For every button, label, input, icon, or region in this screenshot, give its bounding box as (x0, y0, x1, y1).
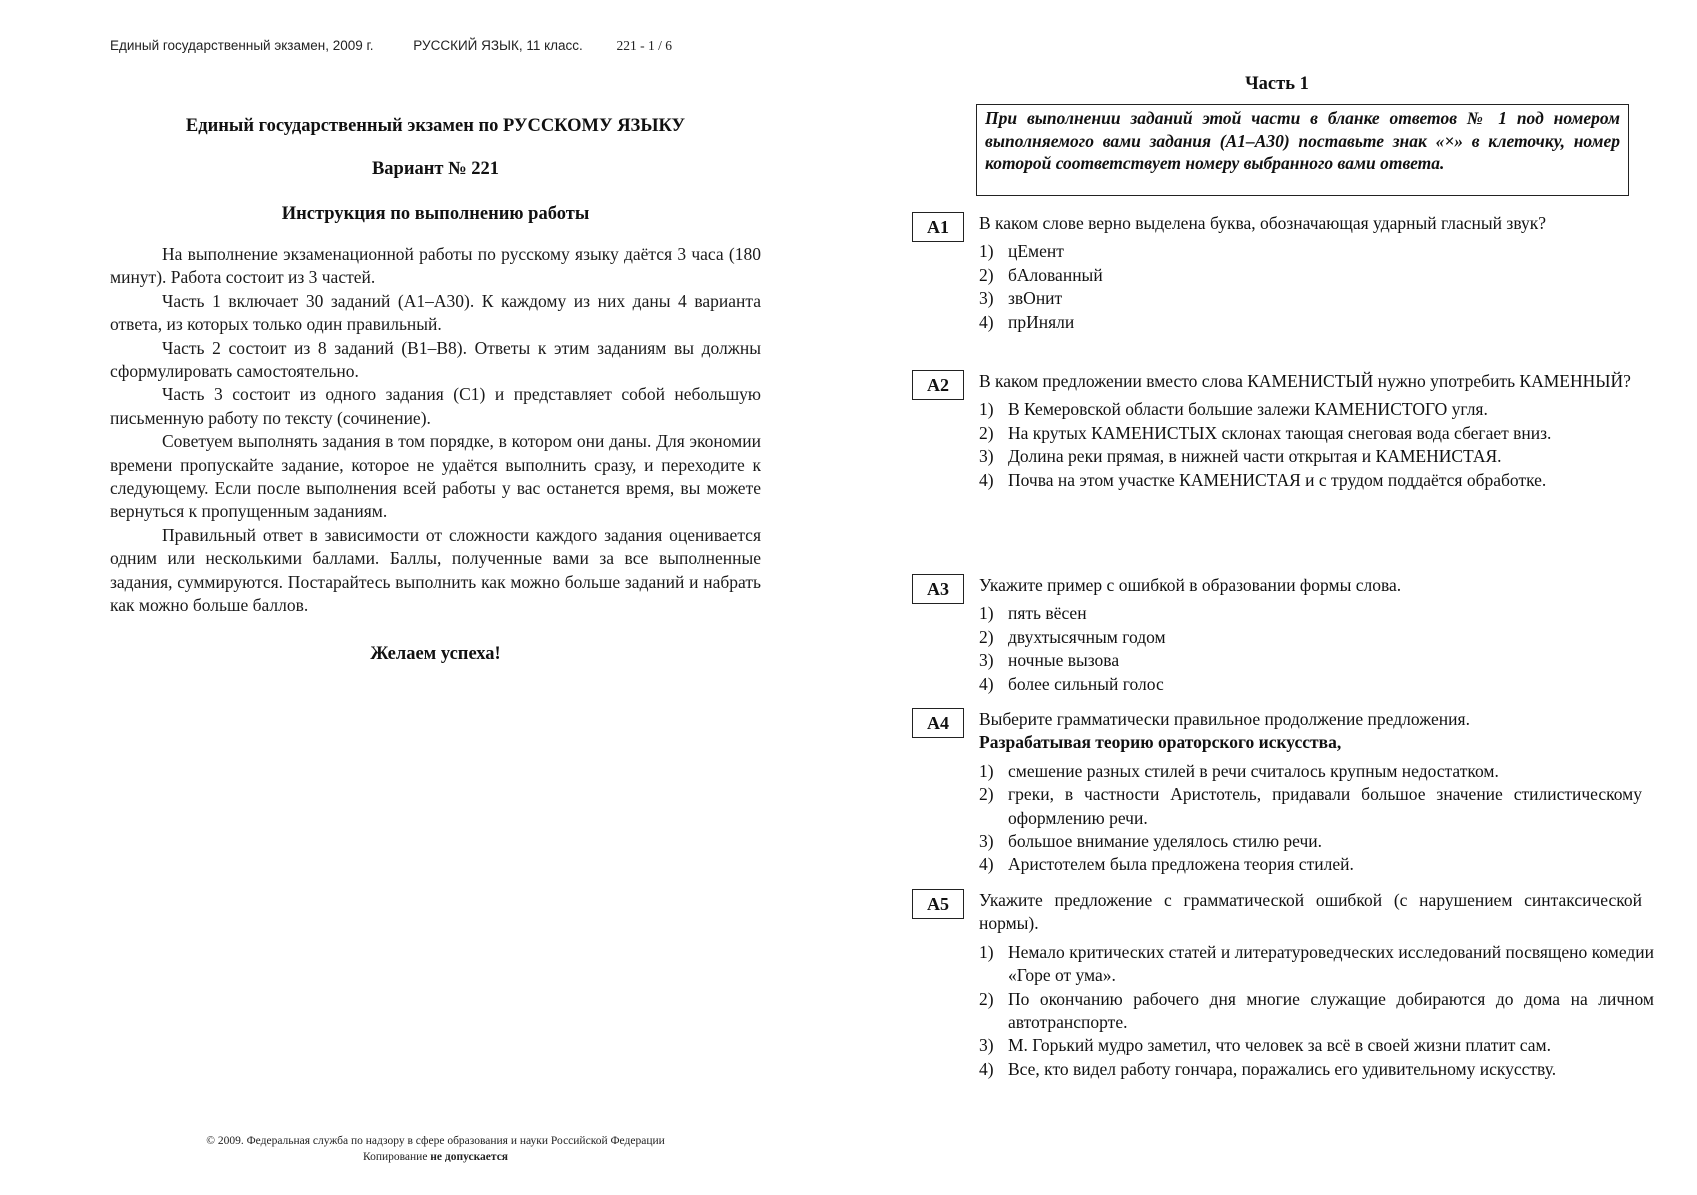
answer-option: 2) греки, в частности Аристотель, придавали большое значение стилистическому оформлению речи. (979, 784, 1642, 828)
instructions-paragraph: Часть 2 состоит из 8 заданий (В1–В8). Ответы к этим заданиям вы должны сформулировать самостоятельно. (110, 337, 761, 382)
answer-option: 2) По окончанию рабочего дня многие служащие добираются до дома на личном автотранспорте. (979, 988, 1654, 1033)
copyright-line: © 2009. Федеральная служба по надзору в сфере образования и науки Российской Федерации (206, 1135, 665, 1147)
task-a5 (912, 889, 1654, 1081)
copyright-footer (110, 1133, 761, 1165)
instructions-text (110, 243, 761, 618)
exam-title: Единый государственный экзамен, 2009 г. (110, 38, 374, 53)
good-luck-wish: Желаем успеха! (370, 643, 501, 664)
part-title: Часть 1 (1245, 74, 1309, 94)
task-number-box: А4 (912, 708, 964, 738)
task-a4 (912, 708, 1642, 877)
task-body (979, 370, 1642, 492)
part-instruction-box: При выполнении заданий этой части в бланке ответов № 1 под номером выполняемого вами задания (А1–А30) поставьте знак «×» в клеточку, номер которой соответствует номеру выбранного вами ответа. (976, 104, 1629, 196)
answer-options (979, 240, 1642, 334)
task-number-box: А1 (912, 212, 964, 242)
variant-title: Вариант № 221 (371, 159, 500, 179)
instructions-paragraph: Правильный ответ в зависимости от сложности каждого задания оценивается одним или несколькими баллами. Баллы, полученные вами за все выполненные задания, суммируются. Постарайтесь выполнить как можно больше заданий и набрать как можно больше баллов. (110, 524, 761, 616)
answer-option: 2) На крутых КАМЕНИСТЫХ склонах тающая снеговая вода сбегает вниз. (979, 422, 1552, 443)
answer-options (979, 602, 1642, 696)
task-body (979, 212, 1642, 334)
answer-option-text: Все, кто видел работу гончара, поражались его удивительному искусству. (1008, 1058, 1557, 1079)
answer-option: 4) Аристотелем была предложена теория стилей. (979, 854, 1354, 875)
answer-option-text: греки, в частности Аристотель, придавали большое значение стилистическому оформлению речи. (1008, 784, 1642, 828)
task-a1 (912, 212, 1642, 334)
answer-option: 3) большое внимание уделялось стилю речи. (979, 831, 1323, 852)
answer-option-text: ночные вызова (1008, 650, 1120, 671)
task-a2 (912, 370, 1642, 492)
answer-options (979, 760, 1642, 877)
answer-option-text: большое внимание уделялось стилю речи. (1008, 831, 1323, 852)
answer-option-text: На крутых КАМЕНИСТЫХ склонах тающая снеговая вода сбегает вниз. (1008, 422, 1552, 443)
task-body (979, 889, 1654, 1081)
task-number-box: А2 (912, 370, 964, 400)
answer-options (979, 941, 1654, 1081)
answer-option: 1) цЕмент (979, 241, 1064, 262)
instructions-title: Инструкция по выполнению работы (281, 204, 590, 224)
instructions-paragraph: На выполнение экзаменационной работы по русскому языку даётся 3 часа (180 минут). Работа состоит из 3 частей. (110, 244, 761, 288)
answer-option-text: более сильный голос (1008, 673, 1164, 694)
answer-option-text: В Кемеровской области большие залежи КАМЕНИСТОГО угля. (1008, 399, 1488, 420)
instructions-paragraph: Часть 3 состоит из одного задания (С1) и представляет собой небольшую письменную работу по тексту (сочинение). (110, 384, 761, 428)
document-title: Единый государственный экзамен по РУССКОМУ ЯЗЫКУ (185, 116, 686, 136)
answer-option-text: двухтысячным годом (1008, 626, 1166, 647)
answer-option: 4) Все, кто видел работу гончара, поражались его удивительному искусству. (979, 1058, 1557, 1079)
answer-option: 1) В Кемеровской области большие залежи КАМЕНИСТОГО угля. (979, 399, 1488, 420)
sentence-beginning: Разрабатывая теорию ораторского искусства, (979, 732, 1342, 753)
page-number: 221 - 1 / 6 (616, 38, 673, 53)
task-question: В каком предложении вместо слова КАМЕНИСТЫЙ нужно употребить КАМЕННЫЙ? (979, 371, 1631, 391)
copying-note (110, 1149, 761, 1165)
copying-note-prefix: Копирование (362, 1151, 431, 1163)
instructions-paragraph: Часть 1 включает 30 заданий (А1–А30). К каждому из них даны 4 варианта ответа, из которых только один правильный. (110, 290, 761, 335)
task-body (979, 574, 1642, 696)
answer-option-text: цЕмент (1008, 241, 1064, 262)
answer-option-text: Аристотелем была предложена теория стилей. (1008, 854, 1354, 875)
answer-option: 1) смешение разных стилей в речи считалось крупным недостатком. (979, 760, 1499, 781)
instructions-column (110, 112, 761, 665)
answer-option: 2) бАлованный (979, 264, 1103, 285)
answer-option-text: Почва на этом участке КАМЕНИСТАЯ и с трудом поддаётся обработке. (1008, 469, 1547, 490)
answer-option: 3) звОнит (979, 288, 1063, 309)
task-number-box: А3 (912, 574, 964, 604)
instructions-paragraph: Советуем выполнять задания в том порядке, в котором они даны. Для экономии времени пропускайте задание, которое не удаётся выполнить сразу, и переходите к следующему. Если после выполнения всей работы у вас останется время, вы можете вернуться к пропущенным заданиям. (110, 431, 761, 522)
task-body (979, 708, 1642, 877)
answer-option-text: пять вёсен (1008, 603, 1087, 624)
answer-option-text: смешение разных стилей в речи считалось крупным недостатком. (1008, 760, 1499, 781)
answer-option-text: Немало критических статей и литературоведческих исследований посвящено комедии «Горе от ума». (1008, 941, 1654, 986)
answer-option: 3) М. Горький мудро заметил, что человек за всё в своей жизни платит сам. (979, 1035, 1551, 1056)
task-question: В каком слове верно выделена буква, обозначающая ударный гласный звук? (979, 213, 1546, 233)
answer-option: 4) Почва на этом участке КАМЕНИСТАЯ и с трудом поддаётся обработке. (979, 469, 1547, 490)
answer-option-text: бАлованный (1008, 264, 1103, 285)
answer-option: 4) более сильный голос (979, 673, 1164, 694)
answer-option-text: звОнит (1008, 288, 1063, 309)
task-a3 (912, 574, 1642, 696)
task-question: Укажите пример с ошибкой в образовании формы слова. (979, 575, 1402, 595)
copying-note-bold: не допускается (430, 1151, 509, 1163)
answer-option: 3) ночные вызова (979, 650, 1120, 671)
answer-option: 3) Долина реки прямая, в нижней части открытая и КАМЕНИСТАЯ. (979, 446, 1502, 467)
answer-option: 1) Немало критических статей и литературоведческих исследований посвящено комедии «Горе от ума». (979, 941, 1654, 986)
answer-option: 2) двухтысячным годом (979, 626, 1166, 647)
answer-option-text: М. Горький мудро заметил, что человек за всё в своей жизни платит сам. (1008, 1035, 1551, 1056)
answer-option-text: По окончанию рабочего дня многие служащие добираются до дома на личном автотранспорте. (1008, 988, 1654, 1033)
task-question: Выберите грамматически правильное продолжение предложения. (979, 709, 1470, 729)
subject-label: РУССКИЙ ЯЗЫК, 11 класс. (413, 38, 583, 53)
answer-option-text: прИняли (1008, 311, 1075, 332)
answer-options (979, 398, 1642, 492)
answer-option: 4) прИняли (979, 311, 1075, 332)
task-question: Укажите предложение с грамматической ошибкой (с нарушением синтаксической нормы). (979, 890, 1642, 934)
task-number-box: А5 (912, 889, 964, 919)
page-header (110, 38, 672, 54)
answer-option: 1) пять вёсен (979, 603, 1087, 624)
answer-option-text: Долина реки прямая, в нижней части открытая и КАМЕНИСТАЯ. (1008, 446, 1502, 467)
